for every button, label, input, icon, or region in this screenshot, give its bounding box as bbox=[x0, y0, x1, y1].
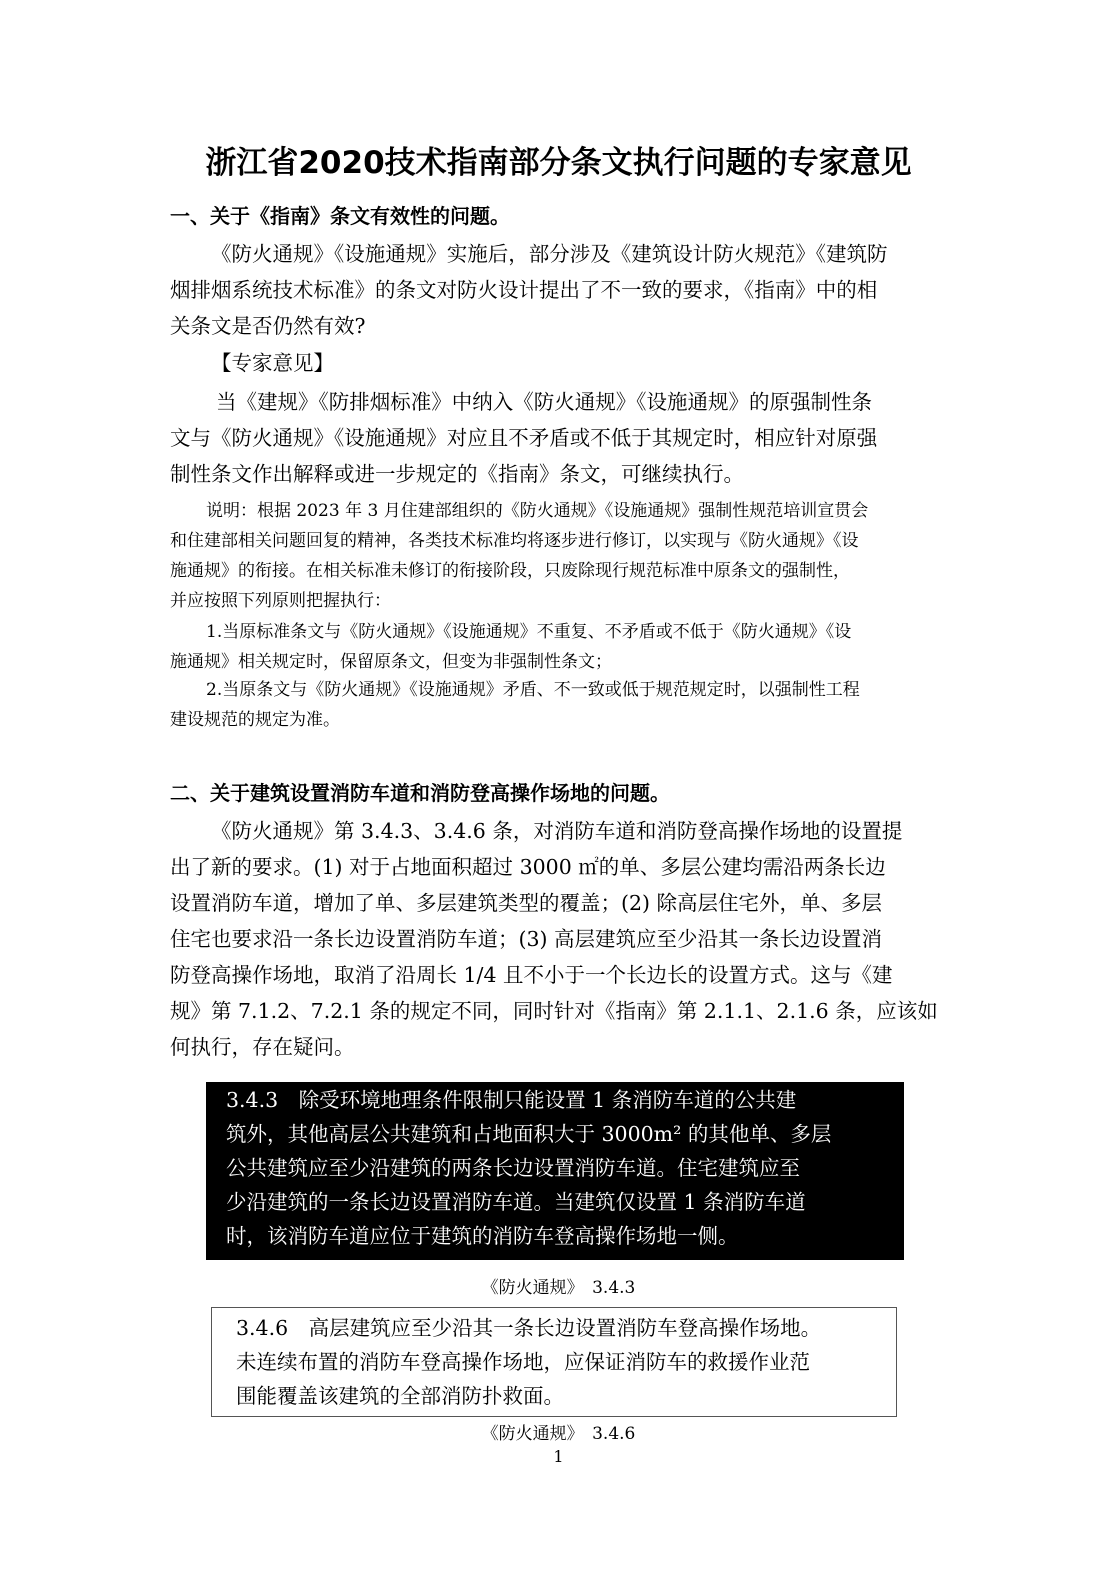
section1-opinion-line: 文与《防火通规》《设施通规》对应且不矛盾或不低于其规定时，相应针对原强 bbox=[170, 426, 878, 450]
note-line: 施通规》的衔接。在相关标准未修订的衔接阶段，只废除现行规范标准中原条文的强制性， bbox=[170, 561, 850, 581]
section2-heading: 二、关于建筑设置消防车道和消防登高操作场地的问题。 bbox=[170, 781, 670, 805]
expert-opinion-label: 【专家意见】 bbox=[211, 351, 334, 375]
section1-question-line: 《防火通规》《设施通规》实施后，部分涉及《建筑设计防火规范》《建筑防 bbox=[211, 242, 888, 266]
clause-343-line: 3.4.3 除受环境地理条件限制只能设置 1 条消防车道的公共建 bbox=[226, 1088, 797, 1112]
rule2-line: 2.当原条文与《防火通规》《设施通规》矛盾、不一致或低于规范规定时，以强制性工程 bbox=[206, 680, 860, 700]
section2-body-line: 设置消防车道，增加了单、多层建筑类型的覆盖；(2) 除高层住宅外，单、多层 bbox=[170, 891, 883, 915]
note-line: 并应按照下列原则把握执行： bbox=[170, 591, 391, 611]
section1-heading: 一、关于《指南》条文有效性的问题。 bbox=[170, 204, 510, 228]
clause-343-line: 公共建筑应至少沿建筑的两条长边设置消防车道。住宅建筑应至 bbox=[226, 1156, 800, 1180]
note-line: 和住建部相关问题回复的精神，各类技术标准均将逐步进行修订，以实现与《防火通规》《设 bbox=[170, 531, 859, 551]
caption-346: 《防火通规》 3.4.6 bbox=[481, 1424, 636, 1444]
section1-question-line: 烟排烟系统技术标准》的条文对防火设计提出了不一致的要求，《指南》中的相 bbox=[170, 278, 878, 302]
section2-body-line: 出了新的要求。(1) 对于占地面积超过 3000 ㎡的单、多层公建均需沿两条长边 bbox=[170, 855, 886, 879]
section2-body-line: 规》第 7.1.2、7.2.1 条的规定不同，同时针对《指南》第 2.1.1、2.1.6 条，应该如 bbox=[170, 999, 938, 1023]
rule1-line: 施通规》相关规定时，保留原条文，但变为非强制性条文； bbox=[170, 652, 612, 672]
section1-opinion-line: 当《建规》《防排烟标准》中纳入《防火通规》《设施通规》的原强制性条 bbox=[216, 390, 872, 414]
clause-346-line: 3.4.6 高层建筑应至少沿其一条长边设置消防车登高操作场地。 bbox=[236, 1316, 822, 1340]
note-line: 说明：根据 2023 年 3 月住建部组织的《防火通规》《设施通规》强制性规范培训宣贯会 bbox=[206, 501, 869, 521]
section2-body-line: 防登高操作场地，取消了沿周长 1/4 且不小于一个长边长的设置方式。这与《建 bbox=[170, 963, 893, 987]
rule2-line: 建设规范的规定为准。 bbox=[170, 710, 340, 730]
clause-346-line: 围能覆盖该建筑的全部消防扑救面。 bbox=[236, 1384, 564, 1408]
clause-346-box bbox=[211, 1307, 897, 1417]
section2-body-line: 住宅也要求沿一条长边设置消防车道；(3) 高层建筑应至少沿其一条长边设置消 bbox=[170, 927, 883, 951]
clause-343-line: 筑外，其他高层公共建筑和占地面积大于 3000m² 的其他单、多层 bbox=[226, 1122, 832, 1146]
caption-343: 《防火通规》 3.4.3 bbox=[481, 1278, 636, 1298]
section1-question-line: 关条文是否仍然有效? bbox=[170, 314, 366, 338]
document-title: 浙江省2020技术指南部分条文执行问题的专家意见 bbox=[205, 145, 912, 181]
section1-opinion-line: 制性条文作出解释或进一步规定的《指南》条文，可继续执行。 bbox=[170, 462, 744, 486]
clause-346-line: 未连续布置的消防车登高操作场地，应保证消防车的救援作业范 bbox=[236, 1350, 810, 1374]
clause-343-box bbox=[206, 1082, 904, 1260]
section2-body-line: 《防火通规》第 3.4.3、3.4.6 条，对消防车道和消防登高操作场地的设置提 bbox=[211, 819, 903, 843]
section2-body-line: 何执行，存在疑问。 bbox=[170, 1035, 355, 1059]
clause-343-line: 时，该消防车道应位于建筑的消防车登高操作场地一侧。 bbox=[226, 1224, 739, 1248]
rule1-line: 1.当原标准条文与《防火通规》《设施通规》不重复、不矛盾或不低于《防火通规》《设 bbox=[206, 622, 852, 642]
page-number: 1 bbox=[553, 1447, 564, 1466]
clause-343-line: 少沿建筑的一条长边设置消防车道。当建筑仅设置 1 条消防车道 bbox=[226, 1190, 806, 1214]
